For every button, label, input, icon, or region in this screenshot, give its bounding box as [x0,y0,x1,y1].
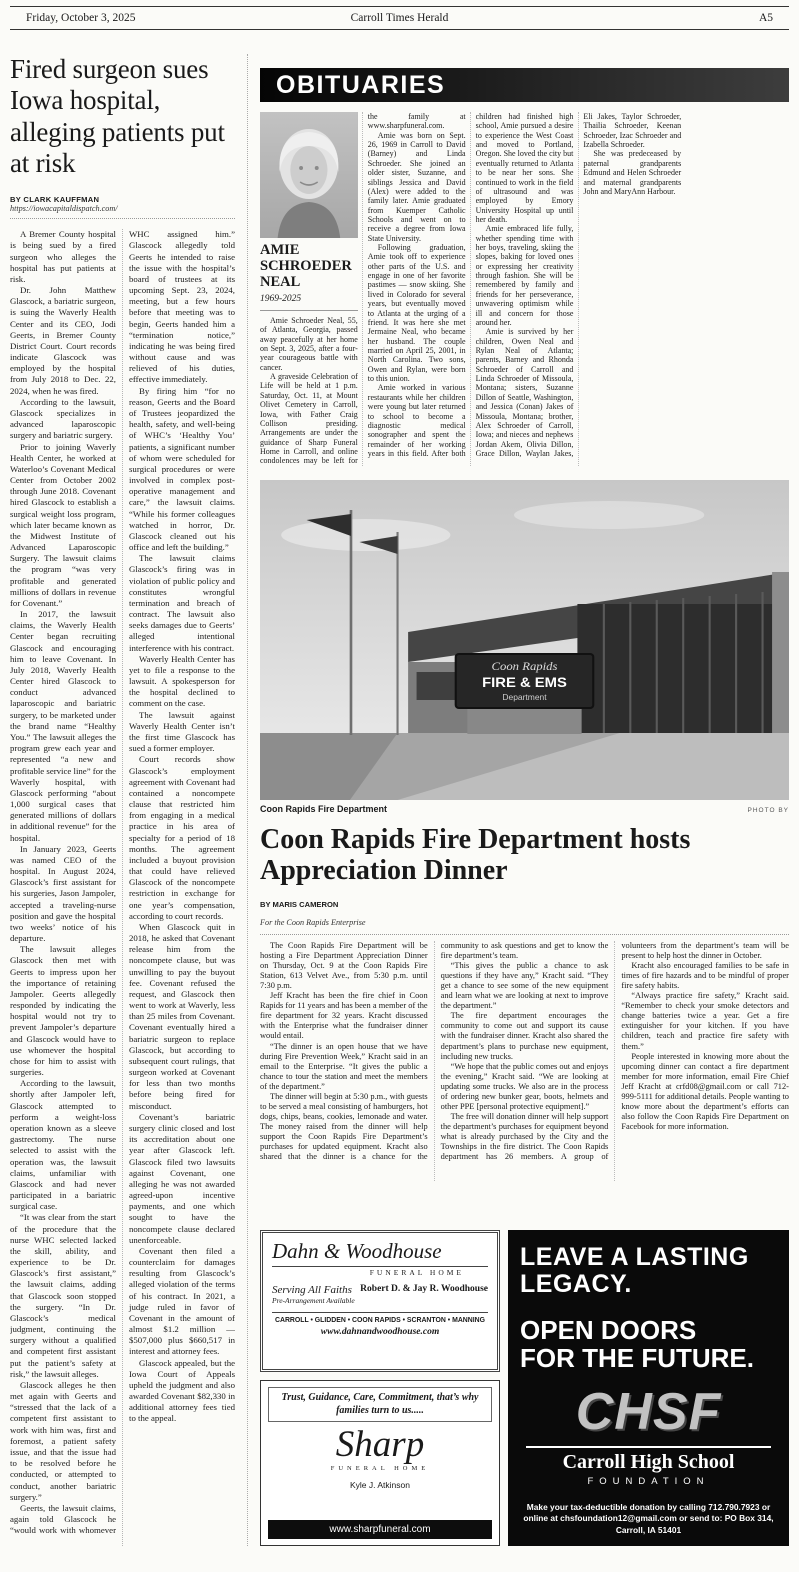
dahn-woodhouse-name: Dahn & Woodhouse [272,1239,488,1267]
dahn-pre-arrangement: Pre-Arrangement Available [272,1296,355,1305]
sign-text-department: Department [502,693,547,702]
chsf-headline-1: LEAVE A LASTING [520,1243,749,1271]
sign-text-coon-rapids: Coon Rapids [491,659,558,673]
surgeon-article-body: A Bremer County hospital is being sued by a fired surgeon who alleges the hospital has put patients at risk. Dr. John Matthew Glascock, a bariatric surgeon, is suing the Waverly Health Center and its CEO, Jodi Geerts, in Bremer County District Court. Court records indicate Glascock was employed by the hospital from July 2018 to Dec. 22, 2024, when he was fired. According to the lawsuit, Glascock specializes in advanced laparoscopic surgery and bariatric surgery. Prior to joining Waverly Health Center, he worked at Waterloo’s Covenant Medical Center from October 2002 through June 2018. Covenant hired Glascock to establish a surgical weight loss program, which later became known as the Midwest Institute of Advanced Laparoscopic Surgery. The lawsuit claims the program “was very profitable and generated millions of dollars in revenue for Covenant.” In 2017, the lawsuit claims, the Waverly Health Center began recruiting Glascock and encouraging him to leave Covenant. In July 2018, Waverly Health Center hired Glascock to conduct advanced laparoscopic and bariatric surgery, to be marketed under the brand name “Healthy You.” The lawsuit alleges the program grew each year and represented “a new and profitable service line” for the Waverly hospital, with Glascock performing “about 1,000 surgical cases that generated millions of dollars in additional revenue” for the hospital. In January 2023, Geerts was named CEO of the hospital. In August 2024, Glascock’s first assistant for his surgeries, Jason Jampoler, accepted a traveling-nurse position and gave the hospital two weeks’ notice of his departure. The lawsuit alleges Glascock then met with Geerts to impress upon her the importance of retaining Jampoler. Geerts allegedly responded by indicating the hospital would not try to prevent Jampoler’s departure and Glascock would have to use whomever the hospital chose for him to assist with surgeries. According to the lawsuit, shortly after Jampoler left, Glascock attempted to perform a weight-loss operation known as a sleeve gastrectomy. The nurse selected to assist with the operation was, the lawsuit claims, unfamiliar with Glascock and had never participated in a bariatric surgical case. “It was clear from the start of the procedure that the nurse WHC selected lacked the skill, ability, and experience to be Dr. Glascock’s first assistant,” the lawsuit claims, adding that Glascock soon stopped the surgery. “In Dr. Glascock’s medical judgment, continuing the surgery without a qualified and competent first assistant put the patient’s safety at risk,” the lawsuit alleges. Glascock alleges he then met again with Geerts and “stressed that the lack of a competent first assistant to work with him was, first and foremost, a patient safety issue, and that the issue had to be resolved before he conducted, or attempted to conduct, another bariatric surgery.” Geerts, the lawsuit claims, again told Glascock he “would work with whomever WHC assigned him.” Glascock allegedly told Geerts he intended to raise the issue with the hospital’s board of trustees at its upcoming Sept. 23, 2024, meeting, but a few hours before that meeting was to begin, Geerts handed him a “termination notice,” indicating he was being fired without cause and was relieved of his duties, effective immediately. By firing him “for no reason, Geerts and the Board of Trustees jeopardized the health, safety, and well-being of WHC’s ‘Healthy You’ patients, a significant number of whom were scheduled for surgical procedures or were involved in complex post-operative management and care,” the lawsuit claims. “While his former colleagues watched in horror, Dr. Glascock cleaned out his office and left the building.” The lawsuit claims Glascock’s firing was in violation of public policy and constitutes wrongful termination and breach of contract. The lawsuit also seeks damages due to Geerts’ alleged intentional interference with his contract. Waverly Health Center has yet to file a response to the lawsuit. A spokesperson for the hospital declined to comment on the case. The lawsuit against Waverly Health Center isn’t the first time Glascock has sued a former employer. Court records show Glascock’s employment agreement with Covenant had contained a noncompete clause that restricted him from engaging in a medical practice in his area of specialty for a period of 18 months. The agreement included a buyout provision that could have relieved Glascock of the noncompete restriction in exchange for one year’s compensation, according to court records. When Glascock quit in 2018, he asked that Covenant release him from the noncompete clause, but was unwilling to pay the buyout fee. Covenant refused the request, and Glascock then went to work at Waverly, less than 25 miles from Covenant. Covenant eventually hired a bariatric surgeon to replace Glascock, but according to subsequent court rulings, that surgeon worked at Covenant for less than two months before being fired for misconduct. Covenant’s bariatric surgery clinic closed and lost its accreditation about one year after Glascock left. Glascock filed two lawsuits against Covenant, one alleging he was not awarded agreed-upon incentive payments, and one which sought to have the noncompete clause declared unenforceable. Covenant then filed a counterclaim for damages resulting from Glascock’s alleged violation of the terms of his contract. In 2021, a judge ruled in favor of Covenant in the amount of almost $1.2 million — $507,000 plus $660,517 in interest and attorney fees. Glascock appealed, but the Iowa Court of Appeals upheld the judgment and also awarded Covenant $82,330 in additional attorney fees tied to the appeal. [10,229,235,1536]
dahn-website: www.dahnandwoodhouse.com [320,1327,440,1337]
chsf-logo: CHSF [575,1383,722,1442]
chsf-school-name: Carroll High School [526,1446,771,1474]
obituary-amie-neal [260,112,789,466]
dahn-funeral-home-label: FUNERAL HOME [369,1268,464,1277]
fire-article-headline: Coon Rapids Fire Department hosts Appreciation Dinner [260,824,691,887]
sharp-tagline: Trust, Guidance, Care, Commitment, that’s why families turn to us..... [268,1387,492,1422]
byline-author: BY CLARK KAUFFMAN [10,195,100,205]
right-section [248,54,789,1546]
photo-caption: Coon Rapids Fire Department [260,804,388,814]
chsf-headline-4: FOR THE FUTURE. [520,1343,754,1374]
dahn-woodhouse-ad [260,1230,500,1372]
sign-text-fire-ems: FIRE & EMS [482,675,567,691]
left-ads-column [260,1230,500,1546]
obituary-years: 1969-2025 [260,294,358,311]
surgeon-article-headline: Fired surgeon sues Iowa hospital, alleging patients put at risk [10,54,225,178]
dahn-owner-names: Robert D. & Jay R. Woodhouse [360,1284,488,1294]
chsf-foundation-label: FOUNDATION [587,1476,710,1488]
chsf-headline-3: OPEN DOORS [520,1315,697,1345]
fire-station-image [260,480,789,800]
byline-author: BY MARIS CAMERON [260,899,339,909]
masthead-publication: Carroll Times Herald [350,12,449,24]
sharp-website: www.sharpfuneral.com [268,1520,492,1539]
chsf-foundation-ad [508,1230,789,1546]
surgeon-article [10,54,248,1546]
advertisements [260,1230,789,1546]
portrait-placeholder-image [260,112,358,238]
page-content [10,54,789,1546]
fire-department-photo [260,480,789,800]
sharp-name: Sharp [335,1424,425,1465]
sharp-funeral-home-ad [260,1380,500,1546]
obituaries-banner: OBITUARIES [260,68,789,102]
chsf-donation-info: Make your tax-deductible donation by calling 712.790.7923 or online at chsfoundation12@gmail.com or send to: PO Box 314, Carroll, IA 51401 [523,1501,774,1535]
obituary-body: Amie Schroeder Neal, 55, of Atlanta, Georgia, passed away peacefully at her home on Sept. 3, 2025, after a four-year courageous battle with cancer. A graveside Celebration of Life will be held at 1 p.m. Saturday, Oct. 11, at Mount Olivet Cemetery in Carroll, Iowa, with Father Craig Collison presiding. Arrangements are under the guidance of Sharp Funeral Home in Carroll, and online condolences may be left for the family at www.sharpfuneral.com. Amie was born on Sept. 26, 1969 in Carroll to David (Barney) and Linda Schroeder. She joined an older sister, Suzanne, and siblings Jessica and David (Alex) were added to the family later. Amie graduated from Kuemper Catholic Schools and went on to receive a degree from Iowa State University. Following graduation, Amie took off to experience other parts of the U.S. and engage in one of her favorite pastimes — snow skiing. She lived in Colorado for several years, but eventually moved to Atlanta at the urging of a friend. It was here she met Jermaine Neal, who became her husband. The couple married on April 25, 2001, in North Carolina. Two sons, Owen and Rylan, were born to this union. Amie worked in various restaurants while her children were young but later returned to school to become a diagnostic medical sonographer and spent the remainder of her working years in this field. After both children had finished high school, Amie pursued a desire to experience the West Coast and moved to Portland, Oregon. She loved the city but eventually returned to Atlanta to be near her sons. She continued to work in the field of ultrasound and was employed by Emory University Hospital up until her death. Amie embraced life fully, whether spending time with her boys, traveling, skiing the slopes, baking for loved ones or expressing her creativity through fashion. She will be remembered by family and friends for her perseverance, unwavering optimism while ill and concern for those around her. Amie is survived by her children, Owen Neal and Rylan Neal of Atlanta; parents, Barney and Rhonda Schroeder of Carroll and Linda Schroeder of Missoula, Montana; sisters, Suzanne Dillon of Seattle, Washington, and Jessica (Conan) Jakes of Missoula, Montana; brother, Alex Schroeder of Carroll, Iowa; and nieces and nephews Jordan Akem, Olivia Dillon, Grace Dillon, Waylan Jakes, Eli Jakes, Taylor Schroeder, Thailia Schroeder, Keenan Schroeder, Izac Schroeder and Izabella Schroeder. She was predeceased by paternal grandparents Edmund and Helen Schroeder and maternal grandparents John and MaryAnn Harbour. [260,112,682,466]
photo-caption-row [260,804,789,814]
dahn-taglines [272,1284,355,1305]
dahn-serving-all-faiths: Serving All Faiths [272,1284,352,1296]
masthead-page-number: A5 [758,12,773,24]
obituary-name: AMIE SCHROEDER NEAL [260,242,352,290]
dahn-locations: CARROLL • GLIDDEN • COON RAPIDS • SCRANTON • MANNING [272,1312,488,1324]
fire-article-byline [260,894,789,935]
surgeon-article-byline [10,195,235,219]
photo-credit: PHOTO BY [747,807,789,814]
masthead [10,6,789,30]
chsf-headline-2: LEGACY. [520,1270,632,1298]
fire-article-body: The Coon Rapids Fire Department will be hosting a Fire Department Appreciation Dinner on Thursday, Oct. 9 at the Coon Rapids Fire Station, 613 Velvet Ave., from 5:30 p.m. until 7:30 p.m. Jeff Kracht has been the fire chief in Coon Rapids for 11 years and has been a member of the fire department for 32 years. Kracht discussed with the Enterprise what the fundraiser dinner would entail. “The dinner is an open house that we have during Fire Prevention Week,” Kracht said in an email to the Enterprise. “It gives the public a chance to tour the station and meet the members of the department.” The dinner will begin at 5:30 p.m., with guests to be served a meal consisting of hamburgers, hot dogs, chips, beans, cookies, lemonade and water. The money raised from the dinner will help support the Coon Rapids Fire Department’s purchases for updated equipment. Kracht also shared that the dinner is a chance for the community to ask questions and get to know the fire department’s team. “This gives the public a chance to ask questions if they have any,” Kracht said. “They get a chance to see some of the new equipment and learn what we are looking at next to improve the department.” The fire department encourages the community to come out and support its cause with the fundraiser dinner. Kracht also shared the department’s plans to purchase new equipment, including new trucks. “We hope that the public comes out and enjoys the evening,” Kracht said. “We are looking at updating some trucks. We also are in the process of ordering new bunker gear, boots, helmets and other PPE [personal protective equipment].” The free will donation dinner will help support the department’s purchases for equipment beyond what is already purchased by the City and the Townships in the fire district. The Coon Rapids department has 26 members. A group of volunteers from the department’s team will be present to help host the dinner in October. Kracht also encouraged families to be safe in times of fire hazards and to be mindful of proper fire safety habits. “Always practice fire safety,” Kracht said. “Remember to check your smoke detectors and change batteries twice a year. Get a fire extinguisher for your kitchen. If you have children, teach and practice fire safety with them.” People interested in knowing more about the upcoming dinner can contact a fire department member for more information, email Fire Chief Jeff Kracht at crfd08@gmail.com or call 712-999-5111 for additional details. People wanting to know more about the department’s efforts can also follow the Coon Rapids Fire Department on Facebook for more information. [260,940,789,1162]
sharp-funeral-home-label: FUNERAL HOME [330,1465,430,1472]
byline-source-url: https://iowacapitaldispatch.com/ [10,204,118,214]
sharp-director-name: Kyle J. Atkinson [349,1480,410,1490]
dahn-ad-middle [272,1284,488,1305]
byline-publication: For the Coon Rapids Enterprise [260,917,366,927]
masthead-date: Friday, October 3, 2025 [26,12,136,24]
obituary-portrait-photo [260,112,358,238]
